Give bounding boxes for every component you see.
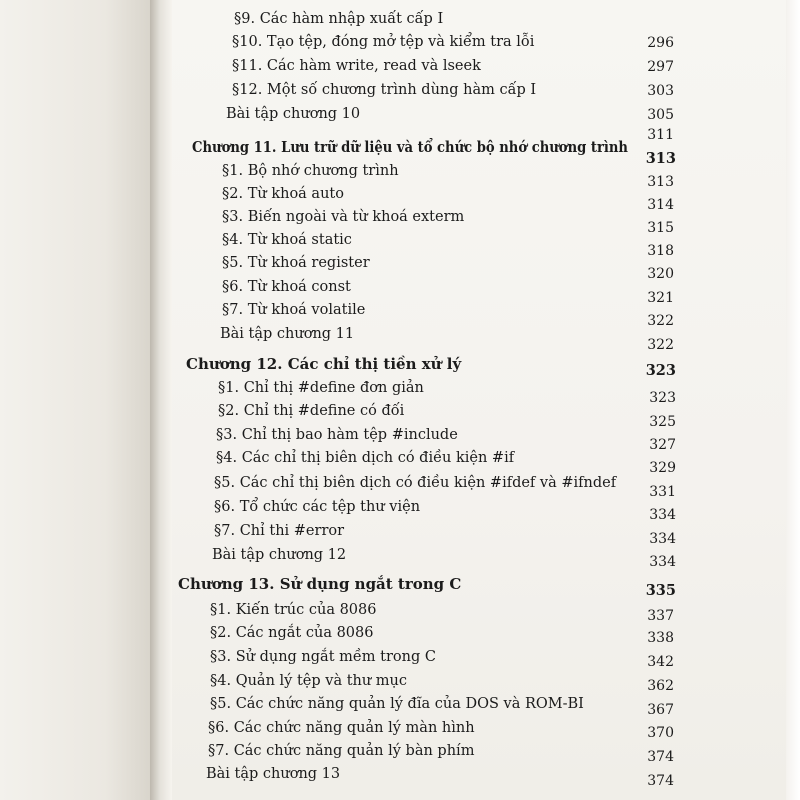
section-title: §2. Chỉ thị #define có đối [218,403,405,419]
toc-entry [208,720,475,742]
section-title: §1. Chỉ thị #define đơn giản [218,380,424,396]
section-title: §5. Các chức năng quản lý đĩa của DOS và ROM-BI [210,696,584,712]
page-number: 329 [649,460,676,476]
section-title: §1. Kiến trúc của 8086 [210,602,377,618]
page-number: 334 [649,507,676,523]
page-number: 367 [647,702,674,718]
page-number: 296 [647,35,674,51]
section-title: §1. Bộ nhớ chương trình [222,163,399,179]
page-number: 335 [645,582,676,599]
section-title: §12. Một số chương trình dùng hàm cấp I [232,82,537,98]
toc-entry [232,58,481,80]
toc-entry [214,499,420,521]
toc-entry [222,232,352,254]
page-number: 314 [647,197,674,213]
page-number: 303 [647,83,674,99]
section-title: §6. Từ khoá const [222,279,351,295]
section-title: §5. Từ khoá register [222,255,370,271]
toc-entry [232,34,534,56]
chapter-heading [192,138,628,160]
page-number: 323 [645,362,676,379]
toc-entry [206,766,340,788]
toc-entry [210,602,376,624]
page-number: 323 [649,390,676,406]
toc-entry [222,279,351,301]
toc-entry [232,82,536,104]
section-title: §11. Các hàm write, read và lseek [232,58,481,74]
toc-entry [214,523,344,545]
toc-entry [226,106,360,128]
page-number: 315 [647,220,674,236]
toc-entry [218,380,424,402]
toc-entry [210,625,373,647]
chapter-heading [186,355,461,377]
section-title: Bài tập chương 12 [212,547,347,563]
chapter-title: Chương 13. Sử dụng ngắt trong C [178,575,462,593]
page-number: 374 [647,773,674,789]
page-number: 325 [649,414,676,430]
section-title: §4. Các chỉ thị biên dịch có điều kiện #if [216,450,515,466]
section-title: §4. Quản lý tệp và thư mục [210,673,408,689]
chapter-heading [178,575,461,597]
book-gutter [150,0,172,800]
chapter-title: Chương 12. Các chỉ thị tiền xử lý [186,355,462,373]
section-title: §3. Chỉ thị bao hàm tệp #include [216,427,458,443]
page-number: 318 [647,243,674,259]
toc-entry [210,696,584,718]
section-title: §5. Các chỉ thị biên dịch có điều kiện #ifdef và #ifndef [214,475,617,491]
left-page-edge [0,0,150,800]
page-number: 334 [649,531,676,547]
section-title: §3. Biến ngoài và từ khoá exterm [222,209,465,225]
toc-entry [210,649,436,671]
toc-entry [220,326,354,348]
section-title: §6. Tổ chức các tệp thư viện [214,499,421,515]
page-number: 311 [647,127,674,143]
section-title: §10. Tạo tệp, đóng mở tệp và kiểm tra lỗi [232,34,535,50]
page-number: 370 [647,725,674,741]
page-number: 342 [647,654,674,670]
page-number: 338 [647,630,674,646]
toc-entry [218,403,404,425]
toc-entry [212,547,346,569]
section-title: §7. Từ khoá volatile [222,302,366,318]
page-edge [786,0,800,800]
toc-entry [208,743,474,765]
section-title: §2. Từ khoá auto [222,186,344,202]
page-number: 320 [647,266,674,282]
page-number: 313 [647,174,674,190]
page-number: 321 [647,290,674,306]
section-title: §7. Các chức năng quản lý bàn phím [208,743,475,759]
page-number: 337 [647,608,674,624]
page-number: 322 [647,313,674,329]
toc-entry [222,186,344,208]
page-number: 313 [645,150,676,167]
page-number: 322 [647,337,674,353]
page-number: 331 [649,484,676,500]
section-title: Bài tập chương 11 [220,326,355,342]
section-title: §6. Các chức năng quản lý màn hình [208,720,475,736]
section-title: §9. Các hàm nhập xuất cấp I [234,11,444,27]
section-title: §2. Các ngắt của 8086 [210,625,374,641]
toc-entry [216,450,514,472]
toc-entry [234,11,443,33]
toc-entry [216,427,458,449]
page-number: 374 [647,749,674,765]
chapter-title: Chương 11. Lưu trữ dữ liệu và tổ chức bộ nhớ chương trình [192,138,628,156]
section-title: Bài tập chương 13 [206,766,341,782]
toc-entry [222,255,370,277]
page-number: 334 [649,554,676,570]
section-title: §7. Chỉ thi #error [214,523,345,539]
toc-entry [222,163,399,185]
section-title: Bài tập chương 10 [226,106,361,122]
toc-entry [214,475,616,497]
page-number: 297 [647,59,674,75]
page-number: 305 [647,107,674,123]
toc-entry [210,673,407,695]
toc-entry [222,209,464,231]
section-title: §3. Sử dụng ngắt mềm trong C [210,649,436,665]
page-number: 327 [649,437,676,453]
toc-entry [222,302,365,324]
page-number: 362 [647,678,674,694]
section-title: §4. Từ khoá static [222,232,352,248]
